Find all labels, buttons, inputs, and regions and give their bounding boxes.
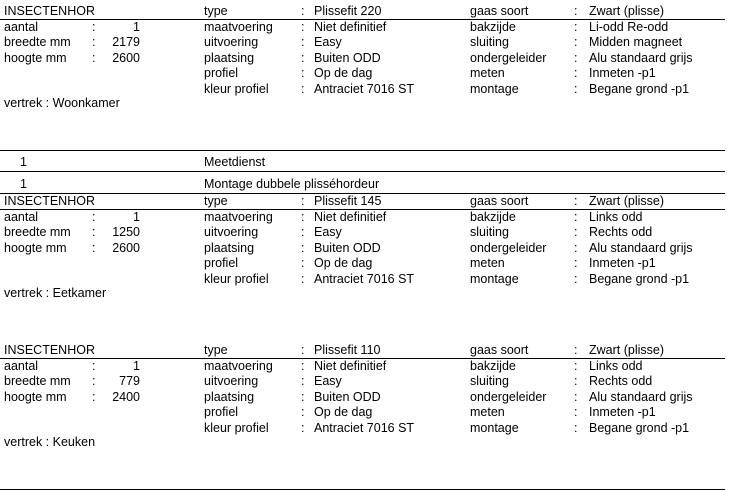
- spec-label: maatvoering: [204, 358, 273, 373]
- spec-value: Inmeten -p1: [589, 256, 656, 270]
- colon: :: [574, 343, 578, 357]
- colon: :: [92, 240, 96, 255]
- spec-label: gaas soort: [470, 343, 529, 357]
- aantal-value: 1: [133, 19, 140, 34]
- spec-value: Links odd: [589, 209, 643, 224]
- spec-value: Zwart (plisse): [589, 4, 665, 18]
- breedte-label: breedte mm: [4, 225, 71, 239]
- spec-label: type: [204, 343, 228, 357]
- spec-value: Easy: [314, 374, 342, 388]
- vertrek-line: [4, 96, 120, 111]
- spec-value: Niet definitief: [314, 209, 387, 224]
- hoogte-label: hoogte mm: [4, 240, 67, 255]
- colon: :: [92, 225, 96, 239]
- service-description: Meetdienst: [204, 155, 266, 169]
- colon: :: [574, 374, 578, 388]
- colon: :: [574, 81, 578, 96]
- spec-label: montage: [470, 81, 519, 96]
- vertrek-label: vertrek: [4, 435, 43, 449]
- spec-label: gaas soort: [470, 194, 529, 208]
- section-rule: [0, 193, 725, 194]
- spec-label: kleur profiel: [204, 81, 269, 96]
- spec-label: profiel: [204, 66, 239, 80]
- underline-rule: [0, 209, 725, 210]
- colon: :: [92, 389, 96, 404]
- service-qty: 1: [20, 155, 27, 169]
- spec-value: Midden magneet: [589, 35, 683, 49]
- spec-label: uitvoering: [204, 225, 259, 239]
- colon: :: [574, 256, 578, 270]
- hoogte-value: 2600: [112, 240, 140, 255]
- spec-value: Easy: [314, 35, 342, 49]
- spec-value: Li-odd Re-odd: [589, 19, 669, 34]
- spec-label: ondergeleider: [470, 240, 547, 255]
- spec-label: kleur profiel: [204, 271, 269, 286]
- spec-value: Plissefit 110: [314, 343, 381, 357]
- colon: :: [301, 389, 305, 404]
- spec-value: Antraciet 7016 ST: [314, 81, 415, 96]
- section-rule: [0, 171, 725, 172]
- spec-value: Op de dag: [314, 256, 373, 270]
- spec-value: Begane grond -p1: [589, 420, 690, 435]
- spec-label: gaas soort: [470, 4, 529, 18]
- spec-value: Buiten ODD: [314, 389, 381, 404]
- vertrek-line: [4, 435, 95, 450]
- vertrek-value: Keuken: [52, 435, 96, 449]
- underline-rule: [0, 358, 725, 359]
- spec-label: type: [204, 4, 228, 18]
- colon: :: [574, 358, 578, 373]
- spec-label: uitvoering: [204, 374, 259, 388]
- spec-value: Inmeten -p1: [589, 405, 656, 419]
- spec-label: bakzijde: [470, 358, 516, 373]
- breedte-value: 1250: [112, 225, 140, 239]
- spec-value: Links odd: [589, 358, 643, 373]
- colon: :: [92, 19, 96, 34]
- colon: :: [301, 343, 305, 357]
- colon: :: [574, 405, 578, 419]
- spec-value: Zwart (plisse): [589, 343, 665, 357]
- colon: :: [574, 240, 578, 255]
- colon: :: [574, 271, 578, 286]
- colon: :: [301, 358, 305, 373]
- colon: :: [301, 420, 305, 435]
- colon: :: [574, 66, 578, 80]
- colon: :: [92, 50, 96, 65]
- spec-label: type: [204, 194, 228, 208]
- colon: :: [301, 240, 305, 255]
- spec-label: meten: [470, 405, 505, 419]
- spec-label: kleur profiel: [204, 420, 269, 435]
- spec-value: Antraciet 7016 ST: [314, 271, 415, 286]
- colon: :: [574, 194, 578, 208]
- spec-value: Buiten ODD: [314, 50, 381, 65]
- colon: :: [301, 66, 305, 80]
- spec-value: Op de dag: [314, 66, 373, 80]
- spec-label: montage: [470, 271, 519, 286]
- spec-label: maatvoering: [204, 209, 273, 224]
- vertrek-label: vertrek: [4, 96, 43, 110]
- colon: :: [574, 389, 578, 404]
- aantal-label: aantal: [4, 358, 39, 373]
- service-qty: 1: [20, 177, 27, 191]
- spec-value: Niet definitief: [314, 19, 387, 34]
- aantal-value: 1: [133, 358, 140, 373]
- spec-value: Easy: [314, 225, 342, 239]
- colon: :: [574, 225, 578, 239]
- spec-label: uitvoering: [204, 35, 259, 49]
- colon: :: [574, 19, 578, 34]
- colon: :: [574, 4, 578, 18]
- hoogte-value: 2400: [112, 389, 140, 404]
- colon: :: [92, 209, 96, 224]
- underline-rule: [0, 19, 725, 20]
- spec-value: Plissefit 145: [314, 194, 382, 208]
- colon: :: [92, 374, 96, 388]
- spec-label: meten: [470, 256, 505, 270]
- hoogte-value: 2600: [112, 50, 140, 65]
- colon: :: [301, 405, 305, 419]
- spec-label: profiel: [204, 405, 239, 419]
- spec-label: plaatsing: [204, 240, 255, 255]
- spec-label: profiel: [204, 256, 239, 270]
- product-name: INSECTENHOR: [4, 4, 95, 18]
- breedte-value: 779: [119, 374, 140, 388]
- spec-label: sluiting: [470, 374, 509, 388]
- colon: :: [301, 50, 305, 65]
- vertrek-label: vertrek: [4, 286, 43, 300]
- breedte-value: 2179: [112, 35, 140, 49]
- colon: :: [301, 4, 305, 18]
- colon: :: [92, 358, 96, 373]
- spec-value: Buiten ODD: [314, 240, 381, 255]
- colon: :: [301, 374, 305, 388]
- vertrek-value: Eetkamer: [52, 286, 107, 300]
- colon: :: [301, 19, 305, 34]
- spec-value: Rechts odd: [589, 374, 653, 388]
- colon: :: [301, 256, 305, 270]
- spec-label: plaatsing: [204, 50, 255, 65]
- colon: :: [42, 96, 53, 110]
- spec-label: ondergeleider: [470, 389, 547, 404]
- hoogte-label: hoogte mm: [4, 389, 67, 404]
- spec-label: meten: [470, 66, 505, 80]
- spec-value: Inmeten -p1: [589, 66, 656, 80]
- colon: :: [92, 35, 96, 49]
- colon: :: [574, 209, 578, 224]
- aantal-label: aantal: [4, 19, 39, 34]
- hoogte-label: hoogte mm: [4, 50, 67, 65]
- product-name: INSECTENHOR: [4, 343, 95, 357]
- spec-value: Antraciet 7016 ST: [314, 420, 415, 435]
- spec-value: Zwart (plisse): [589, 194, 665, 208]
- service-description: Montage dubbele plisséhordeur: [204, 177, 380, 191]
- spec-value: Op de dag: [314, 405, 373, 419]
- aantal-label: aantal: [4, 209, 39, 224]
- spec-label: sluiting: [470, 225, 509, 239]
- section-rule: [0, 150, 725, 151]
- spec-label: bakzijde: [470, 209, 516, 224]
- colon: :: [301, 35, 305, 49]
- colon: :: [301, 81, 305, 96]
- colon: :: [574, 420, 578, 435]
- spec-value: Begane grond -p1: [589, 81, 690, 96]
- spec-label: maatvoering: [204, 19, 273, 34]
- spec-label: bakzijde: [470, 19, 516, 34]
- spec-value: Alu standaard grijs: [589, 50, 693, 65]
- colon: :: [301, 271, 305, 286]
- colon: :: [42, 286, 53, 300]
- spec-label: ondergeleider: [470, 50, 547, 65]
- spec-value: Alu standaard grijs: [589, 389, 693, 404]
- colon: :: [574, 50, 578, 65]
- spec-value: Begane grond -p1: [589, 271, 690, 286]
- colon: :: [42, 435, 53, 449]
- spec-value: Plissefit 220: [314, 4, 382, 18]
- product-name: INSECTENHOR: [4, 194, 95, 208]
- vertrek-line: [4, 286, 106, 301]
- spec-label: plaatsing: [204, 389, 255, 404]
- spec-label: sluiting: [470, 35, 509, 49]
- colon: :: [301, 194, 305, 208]
- spec-value: Niet definitief: [314, 358, 387, 373]
- aantal-value: 1: [133, 209, 140, 224]
- vertrek-value: Woonkamer: [52, 96, 120, 110]
- breedte-label: breedte mm: [4, 374, 71, 388]
- spec-value: Alu standaard grijs: [589, 240, 693, 255]
- spec-label: montage: [470, 420, 519, 435]
- spec-value: Rechts odd: [589, 225, 653, 239]
- colon: :: [301, 225, 305, 239]
- colon: :: [574, 35, 578, 49]
- colon: :: [301, 209, 305, 224]
- breedte-label: breedte mm: [4, 35, 71, 49]
